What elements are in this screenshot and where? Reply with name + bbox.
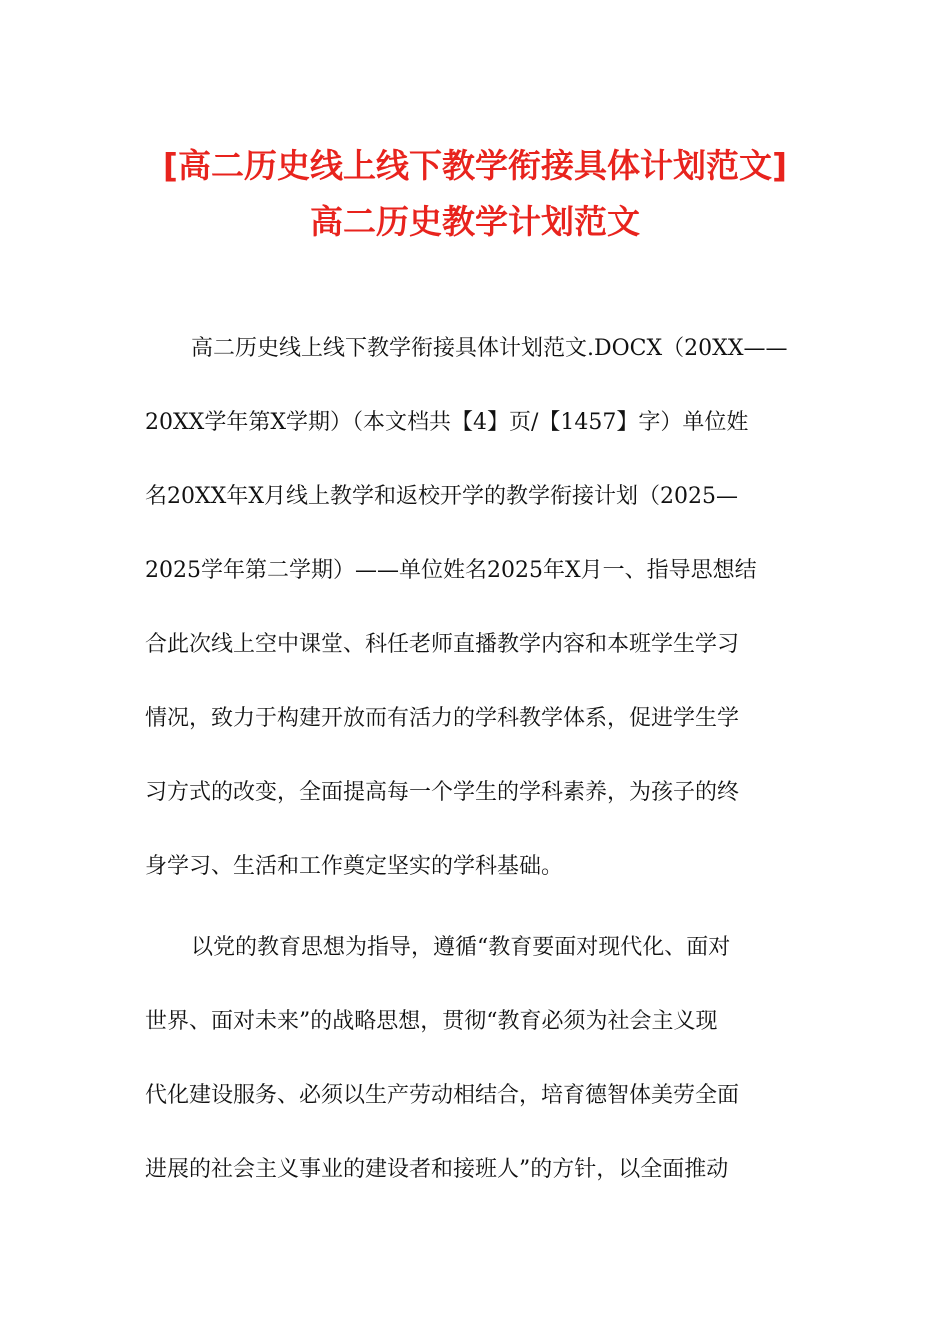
title-line-2: 高二历史教学计划范文	[310, 202, 640, 241]
paragraph-line: 高二历史线上线下教学衔接具体计划范文.DOCX（20XX——	[191, 336, 788, 361]
title-line-1: [高二历史线上线下教学衔接具体计划范文]	[162, 146, 788, 185]
paragraph-line: 身学习、生活和工作奠定坚实的学科基础。	[145, 854, 564, 879]
paragraph-2	[145, 911, 805, 1207]
paragraph-line: 2025学年第二学期）——单位姓名2025年X月一、指导思想结	[145, 558, 757, 583]
paragraph-line: 名20XX年X月线上教学和返校开学的教学衔接计划（2025—	[145, 484, 738, 509]
document-title	[0, 138, 950, 250]
paragraph-line: 合此次线上空中课堂、科任老师直播教学内容和本班学生学习	[145, 632, 740, 657]
paragraph-line: 情况，致力于构建开放而有活力的学科教学体系，促进学生学	[145, 706, 740, 731]
paragraph-1	[145, 312, 805, 904]
paragraph-line: 世界、面对未来”的战略思想，贯彻“教育必须为社会主义现	[145, 1009, 718, 1034]
paragraph-line: 进展的社会主义事业的建设者和接班人”的方针，以全面推动	[145, 1157, 729, 1182]
paragraph-line: 习方式的改变，全面提高每一个学生的学科素养，为孩子的终	[145, 780, 740, 805]
paragraph-line: 代化建设服务、必须以生产劳动相结合，培育德智体美劳全面	[145, 1083, 740, 1108]
paragraph-line: 20XX学年第X学期）（本文档共【4】页/【1457】字）单位姓	[145, 410, 749, 435]
paragraph-line: 以党的教育思想为指导，遵循“教育要面对现代化、面对	[191, 935, 731, 960]
